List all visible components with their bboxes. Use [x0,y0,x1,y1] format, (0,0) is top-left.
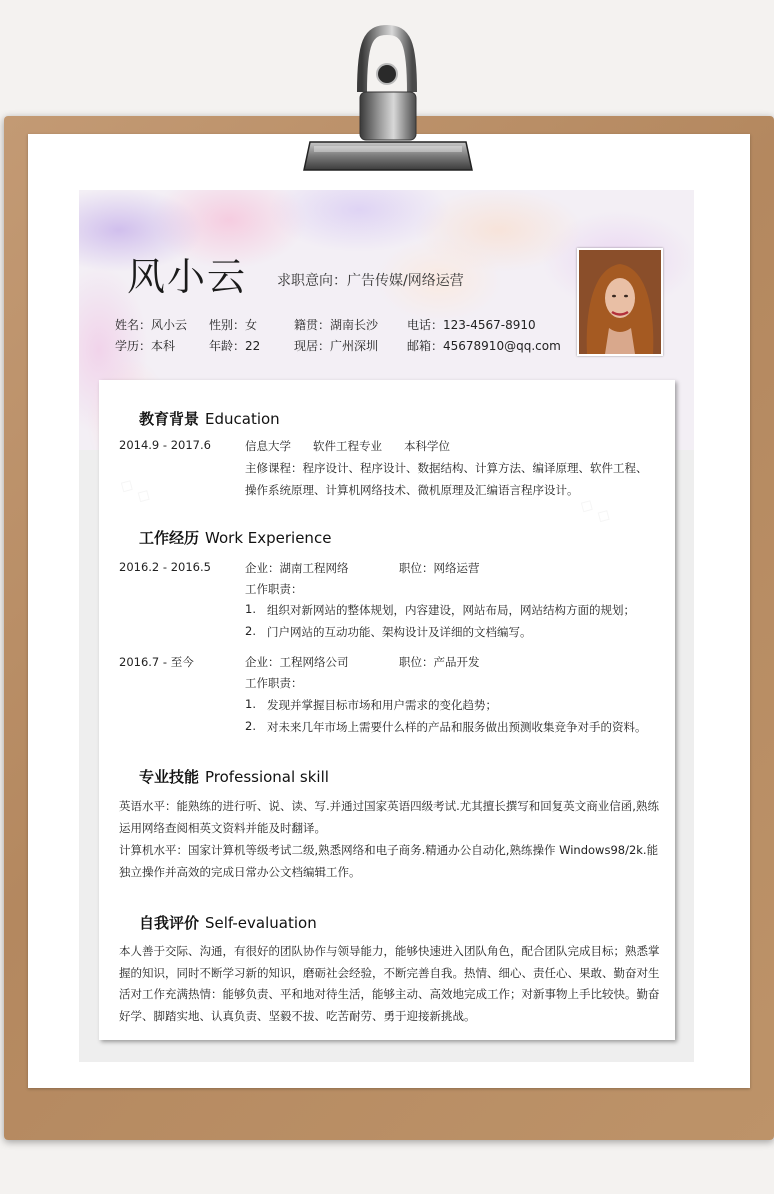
duty-text: 对未来几年市场上需要什么样的产品和服务做出预测收集竞争对手的资料。 [267,720,647,734]
self-evaluation-text: 活对工作充满热情：能够负责、平和地对待生活，能够主动、高效地完成工作；对新事物上手比较快。勤奋 [119,987,660,1001]
duty-text: 发现并掌握目标市场和用户需求的变化趋势； [267,698,497,712]
duty-number: 2. [245,719,256,733]
info-email: 邮箱：45678910@qq.com [407,339,561,353]
content-card [99,380,675,1040]
self-evaluation-text: 握的知识，同时不断学习新的知识，磨砺社会经验，不断完善自我。热情、细心、责任心、果敢、勤奋对生 [119,966,660,980]
job-position: 职位：网络运营 [399,561,480,575]
info-residence: 现居：广州深圳 [294,339,379,353]
job-duty-label: 工作职责： [245,676,303,690]
skill-english: 运用网络查阅相英文资料并能及时翻译。 [119,821,326,835]
duty-text: 组织对新网站的整体规划，内容建设，网站布局，网站结构方面的规划； [267,603,635,617]
job-company: 企业：工程网络公司 [245,655,349,669]
skill-english: 英语水平：能熟练的进行听、说、读、写.并通过国家英语四级考试.尤其擅长撰写和回复英文商业信函,熟练 [119,799,659,813]
info-hometown: 籍贯：湖南长沙 [294,318,379,332]
candidate-name: 风小云 [127,255,248,299]
duty-number: 1. [245,602,256,616]
education-degree: 本科学位 [404,439,450,453]
duty-text: 门户网站的互动功能、架构设计及详细的文档编写。 [267,625,532,639]
education-period: 2014.9 - 2017.6 [119,438,211,452]
education-courses: 操作系统原理、计算机网络技术、微机原理及汇编语言程序设计。 [245,483,579,497]
self-evaluation-text: 本人善于交际、沟通，有很好的团队协作与领导能力，能够快速进入团队角色，配合团队完成目标；熟悉掌 [119,944,660,958]
duty-number: 1. [245,697,256,711]
skill-computer: 计算机水平：国家计算机等级考试二级,熟悉网络和电子商务.精通办公自动化,熟练操作 Windows98/2k.能 [119,843,659,857]
job-period: 2016.7 - 至今 [119,655,194,669]
profile-photo [577,248,663,356]
watermark [576,493,615,528]
job-company: 企业：湖南工程网络 [245,561,349,575]
info-education: 学历：本科 [115,339,176,353]
resume [79,190,694,1062]
info-age: 年龄：22 [209,339,261,353]
education-courses: 主修课程：程序设计、程序设计、数据结构、计算方法、编译原理、软件工程、 [245,461,648,475]
job-intent: 求职意向：广告传媒/网络运营 [277,273,464,289]
duty-number: 2. [245,624,256,638]
skill-computer: 独立操作并高效的完成日常办公文档编辑工作。 [119,865,361,879]
education-major: 软件工程专业 [313,439,382,453]
binder-clip-icon [290,22,480,177]
info-phone: 电话：123-4567-8910 [407,318,536,332]
section-title-self: 自我评价 Self-evaluation [139,914,317,932]
info-gender: 性别：女 [209,318,258,332]
job-period: 2016.2 - 2016.5 [119,560,211,574]
section-title-work: 工作经历 Work Experience [139,529,332,547]
job-position: 职位：产品开发 [399,655,480,669]
info-name: 姓名：风小云 [115,318,188,332]
section-title-skills: 专业技能 Professional skill [139,768,329,786]
watermark [116,473,155,508]
self-evaluation-text: 好学、脚踏实地、认真负责、坚毅不拔、吃苦耐劳、勇于迎接新挑战。 [119,1009,476,1023]
education-school: 信息大学 [245,439,291,453]
section-title-education: 教育背景 Education [139,410,280,428]
job-duty-label: 工作职责： [245,582,303,596]
